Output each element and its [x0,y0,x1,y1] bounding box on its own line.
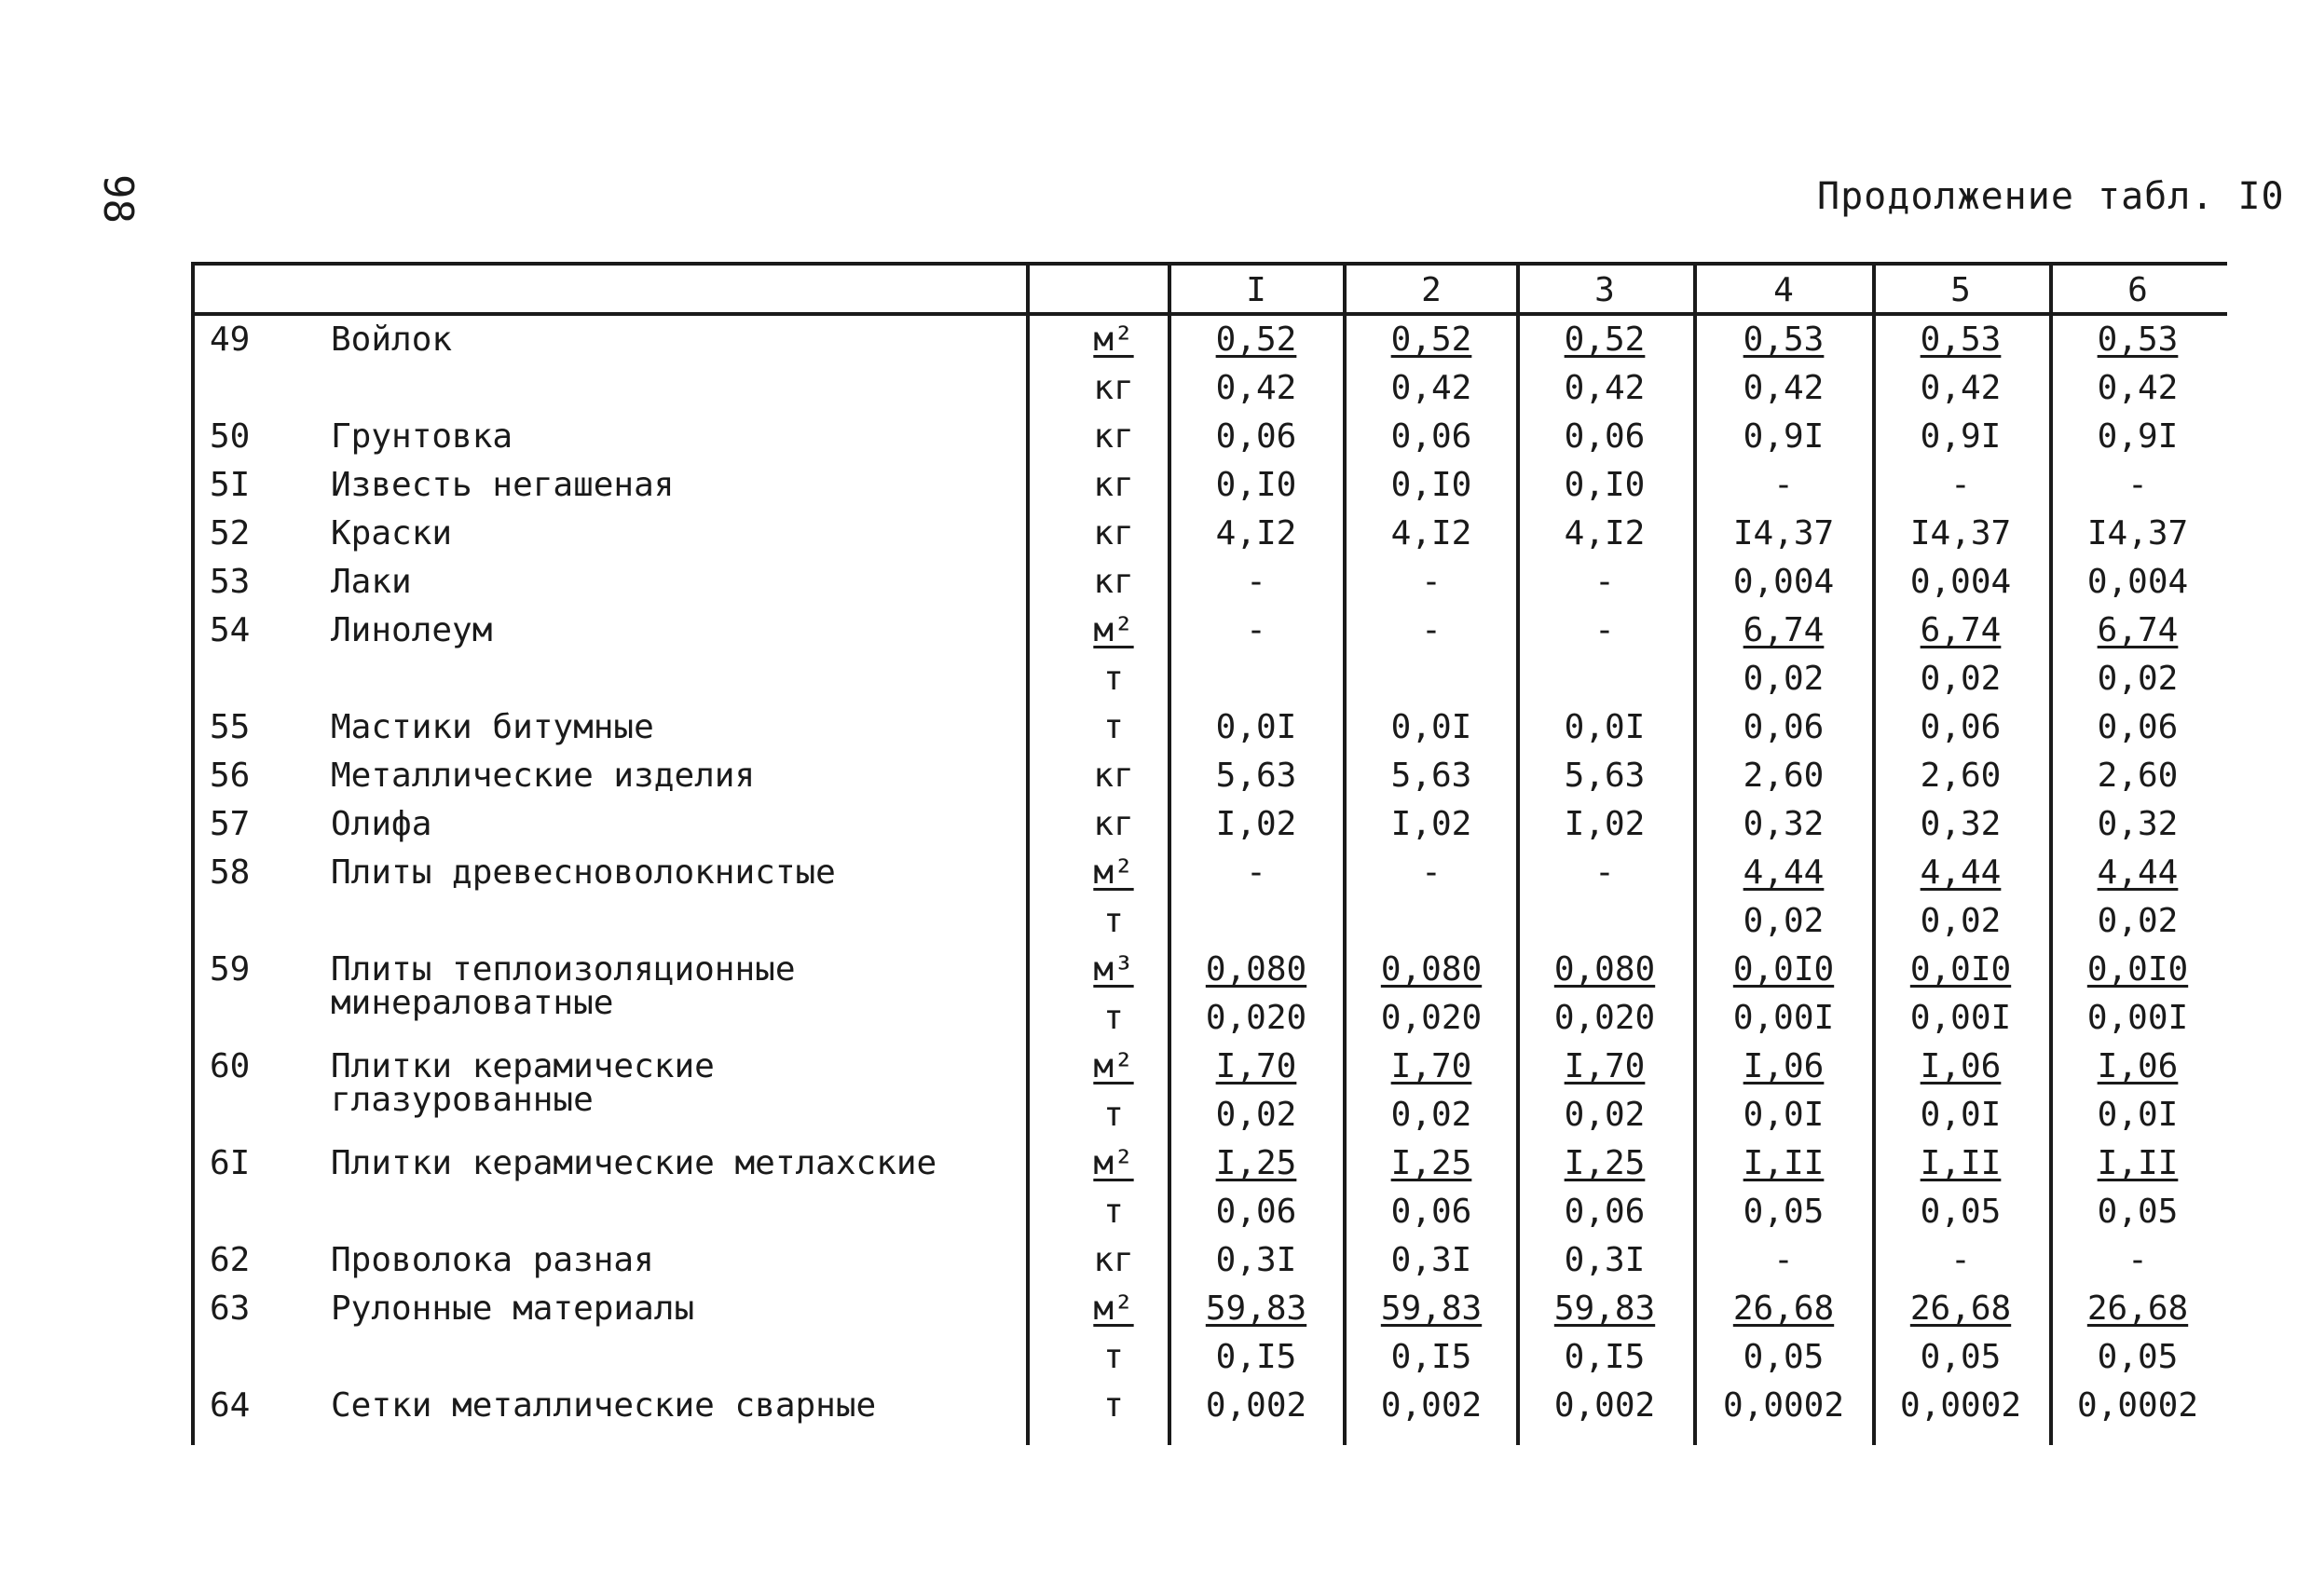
row-number: 62 [210,1241,251,1279]
value-cell: 0,05 [1920,1338,2002,1376]
column-header-2: 2 [1421,271,1442,309]
value-cell: 5,63 [1215,757,1297,795]
value-cell: 0,02 [1743,902,1825,940]
value-cell: 6,74 [2097,611,2179,649]
value-cell: 0,I0 [1564,466,1646,504]
value-cell: 0,42 [2097,369,2179,407]
value-cell: 0,020 [1553,999,1656,1037]
value-cell: 59,83 [1553,1289,1656,1328]
value-cell: I,06 [1920,1047,2002,1085]
unit-label: м³ [1093,950,1134,989]
value-cell: 0,06 [1564,417,1646,456]
value-cell: 0,06 [1215,417,1297,456]
unit-label: м² [1093,1047,1134,1085]
value-cell: 0,080 [1380,950,1483,989]
unit-label: м² [1093,853,1134,892]
value-cell: - [1246,611,1266,649]
material-name: Известь негашеная [331,466,675,504]
value-cell: 0,9I [2097,417,2179,456]
value-cell: 0,02 [1215,1096,1297,1134]
value-cell: 0,I5 [1390,1338,1472,1376]
unit-label: т [1103,660,1124,698]
value-cell: - [1246,853,1266,892]
value-cell: - [2127,466,2148,504]
value-cell: 0,05 [1743,1338,1825,1376]
value-cell: 0,02 [1920,660,2002,698]
value-cell: 0,32 [1743,805,1825,843]
value-cell: 0,0I [1920,1096,2002,1134]
value-cell: 0,00I [1909,999,2012,1037]
value-cell: 4,I2 [1564,514,1646,552]
material-name: Плитки керамические метлахские [331,1144,937,1182]
value-cell: 0,42 [1920,369,2002,407]
value-cell: 0,02 [1920,902,2002,940]
value-cell: 0,0I [2097,1096,2179,1134]
value-cell: 0,02 [1743,660,1825,698]
value-cell: 0,0I0 [1909,950,2012,989]
value-cell: 0,3I [1215,1241,1297,1279]
row-number: 52 [210,514,251,552]
value-cell: 0,42 [1390,369,1472,407]
unit-label: т [1103,1096,1124,1134]
value-cell: I,06 [1743,1047,1825,1085]
unit-label: т [1103,1193,1124,1231]
unit-label: м² [1093,321,1134,359]
table-top-rule [191,262,2227,266]
value-cell: 0,06 [1215,1193,1297,1231]
value-cell: I,II [2097,1144,2179,1182]
value-cell: I,II [1920,1144,2002,1182]
unit-label: кг [1093,369,1134,407]
value-cell: 0,3I [1390,1241,1472,1279]
value-cell: 26,68 [1909,1289,2012,1328]
material-name: Проволока разная [331,1241,654,1279]
unit-label: м² [1093,1144,1134,1182]
value-cell: 59,83 [1205,1289,1307,1328]
value-cell: 0,53 [1743,321,1825,359]
row-number: 60 [210,1047,251,1085]
value-cell: - [1594,853,1615,892]
value-cell: - [1421,611,1442,649]
value-cell: 0,0002 [1899,1386,2022,1425]
material-name: Мастики битумные [331,708,654,746]
value-cell: I4,37 [1909,514,2012,552]
material-name: Плитки керамические глазурованные [331,1047,715,1119]
value-cell: I,02 [1564,805,1646,843]
value-cell: 0,0I [1390,708,1472,746]
value-cell: 0,02 [2097,902,2179,940]
material-name: Грунтовка [331,417,513,456]
column-header-3: 3 [1594,271,1615,309]
value-cell: I,06 [2097,1047,2179,1085]
value-cell: 0,05 [1920,1193,2002,1231]
row-number: 5I [210,466,251,504]
material-name: Линолеум [331,611,493,649]
unit-label: т [1103,1338,1124,1376]
value-cell: I,70 [1564,1047,1646,1085]
value-cell: 0,I5 [1215,1338,1297,1376]
material-name: Металлические изделия [331,757,756,795]
value-cell: 0,32 [1920,805,2002,843]
unit-label: кг [1093,563,1134,601]
value-cell: 0,002 [1205,1386,1307,1425]
material-name: Лаки [331,563,412,601]
value-cell: I,II [1743,1144,1825,1182]
unit-label: т [1103,902,1124,940]
value-cell: 0,002 [1380,1386,1483,1425]
value-cell: 0,06 [1390,1193,1472,1231]
value-cell: 0,0I [1743,1096,1825,1134]
value-cell: 0,52 [1390,321,1472,359]
unit-label: м² [1093,611,1134,649]
row-number: 53 [210,563,251,601]
value-cell: 0,05 [2097,1193,2179,1231]
unit-label: т [1103,1386,1124,1425]
value-cell: - [1594,611,1615,649]
row-number: 54 [210,611,251,649]
value-cell: 2,60 [1743,757,1825,795]
table-header-rule [191,312,2227,316]
unit-label: кг [1093,757,1134,795]
row-number: 6I [210,1144,251,1182]
row-number: 56 [210,757,251,795]
value-cell: I,02 [1215,805,1297,843]
value-cell: 0,52 [1564,321,1646,359]
value-cell: - [1773,1241,1794,1279]
row-number: 63 [210,1289,251,1328]
value-cell: I,25 [1390,1144,1472,1182]
value-cell: I,25 [1215,1144,1297,1182]
value-cell: - [1421,853,1442,892]
material-name: Олифа [331,805,432,843]
value-cell: I,70 [1215,1047,1297,1085]
value-cell: - [1594,563,1615,601]
page-number: 98 [93,174,142,224]
unit-label: кг [1093,466,1134,504]
value-cell: 4,44 [2097,853,2179,892]
material-name: Сетки металлические сварные [331,1386,877,1425]
value-cell: 0,02 [1390,1096,1472,1134]
value-cell: 0,06 [2097,708,2179,746]
row-number: 55 [210,708,251,746]
value-cell: 0,004 [1909,563,2012,601]
unit-label: кг [1093,417,1134,456]
unit-label: т [1103,999,1124,1037]
value-cell: 0,05 [1743,1193,1825,1231]
value-cell: 4,I2 [1390,514,1472,552]
material-name: Плиты древесноволокнистые [331,853,836,892]
col-divider-num [191,262,195,1445]
value-cell: 6,74 [1743,611,1825,649]
row-number: 59 [210,950,251,989]
value-cell: - [1421,563,1442,601]
value-cell: - [1773,466,1794,504]
unit-label: кг [1093,1241,1134,1279]
value-cell: 26,68 [2086,1289,2189,1328]
material-name: Рулонные материалы [331,1289,695,1328]
value-cell: 0,0I [1215,708,1297,746]
value-cell: 0,06 [1390,417,1472,456]
value-cell: 0,00I [2086,999,2189,1037]
value-cell: - [1246,563,1266,601]
value-cell: 0,05 [2097,1338,2179,1376]
value-cell: 0,004 [1732,563,1835,601]
value-cell: I,70 [1390,1047,1472,1085]
value-cell: 2,60 [2097,757,2179,795]
column-header-6: 6 [2127,271,2148,309]
value-cell: 2,60 [1920,757,2002,795]
row-number: 50 [210,417,251,456]
value-cell: I4,37 [1732,514,1835,552]
value-cell: 0,00I [1732,999,1835,1037]
column-header-5: 5 [1950,271,1971,309]
value-cell: 0,0I0 [1732,950,1835,989]
row-number: 58 [210,853,251,892]
value-cell: 0,I0 [1390,466,1472,504]
value-cell: 0,06 [1743,708,1825,746]
row-number: 64 [210,1386,251,1425]
value-cell: 4,44 [1920,853,2002,892]
value-cell: I,25 [1564,1144,1646,1182]
unit-label: кг [1093,514,1134,552]
value-cell: I,02 [1390,805,1472,843]
value-cell: 0,9I [1920,417,2002,456]
value-cell: 0,080 [1205,950,1307,989]
material-name: Войлок [331,321,453,359]
value-cell: 0,32 [2097,805,2179,843]
value-cell: - [2127,1241,2148,1279]
value-cell: 0,0002 [2076,1386,2199,1425]
unit-label: кг [1093,805,1134,843]
value-cell: 0,0002 [1722,1386,1845,1425]
value-cell: 0,004 [2086,563,2189,601]
value-cell: 26,68 [1732,1289,1835,1328]
value-cell: 0,080 [1553,950,1656,989]
value-cell: 59,83 [1380,1289,1483,1328]
value-cell: 0,020 [1205,999,1307,1037]
value-cell: 0,9I [1743,417,1825,456]
value-cell: 0,02 [1564,1096,1646,1134]
material-name: Краски [331,514,453,552]
value-cell: 4,44 [1743,853,1825,892]
value-cell: 0,42 [1564,369,1646,407]
value-cell: 6,74 [1920,611,2002,649]
table-caption: Продолжение табл. I0 [1817,175,2285,218]
value-cell: 0,02 [2097,660,2179,698]
value-cell: I4,37 [2086,514,2189,552]
value-cell: 0,0I [1564,708,1646,746]
value-cell: 5,63 [1564,757,1646,795]
value-cell: 4,I2 [1215,514,1297,552]
value-cell: 0,002 [1553,1386,1656,1425]
unit-label: м² [1093,1289,1134,1328]
column-header-4: 4 [1773,271,1794,309]
value-cell: 0,53 [2097,321,2179,359]
value-cell: 0,42 [1743,369,1825,407]
value-cell: 0,53 [1920,321,2002,359]
column-header-1: I [1246,271,1266,309]
value-cell: - [1950,466,1971,504]
value-cell: 0,06 [1920,708,2002,746]
value-cell: 0,I5 [1564,1338,1646,1376]
value-cell: 5,63 [1390,757,1472,795]
value-cell: - [1950,1241,1971,1279]
material-name: Плиты теплоизоляционные минераловатные [331,950,796,1022]
value-cell: 0,0I0 [2086,950,2189,989]
value-cell: 0,3I [1564,1241,1646,1279]
value-cell: 0,52 [1215,321,1297,359]
value-cell: 0,020 [1380,999,1483,1037]
value-cell: 0,I0 [1215,466,1297,504]
value-cell: 0,42 [1215,369,1297,407]
unit-label: т [1103,708,1124,746]
row-number: 57 [210,805,251,843]
row-number: 49 [210,321,251,359]
value-cell: 0,06 [1564,1193,1646,1231]
